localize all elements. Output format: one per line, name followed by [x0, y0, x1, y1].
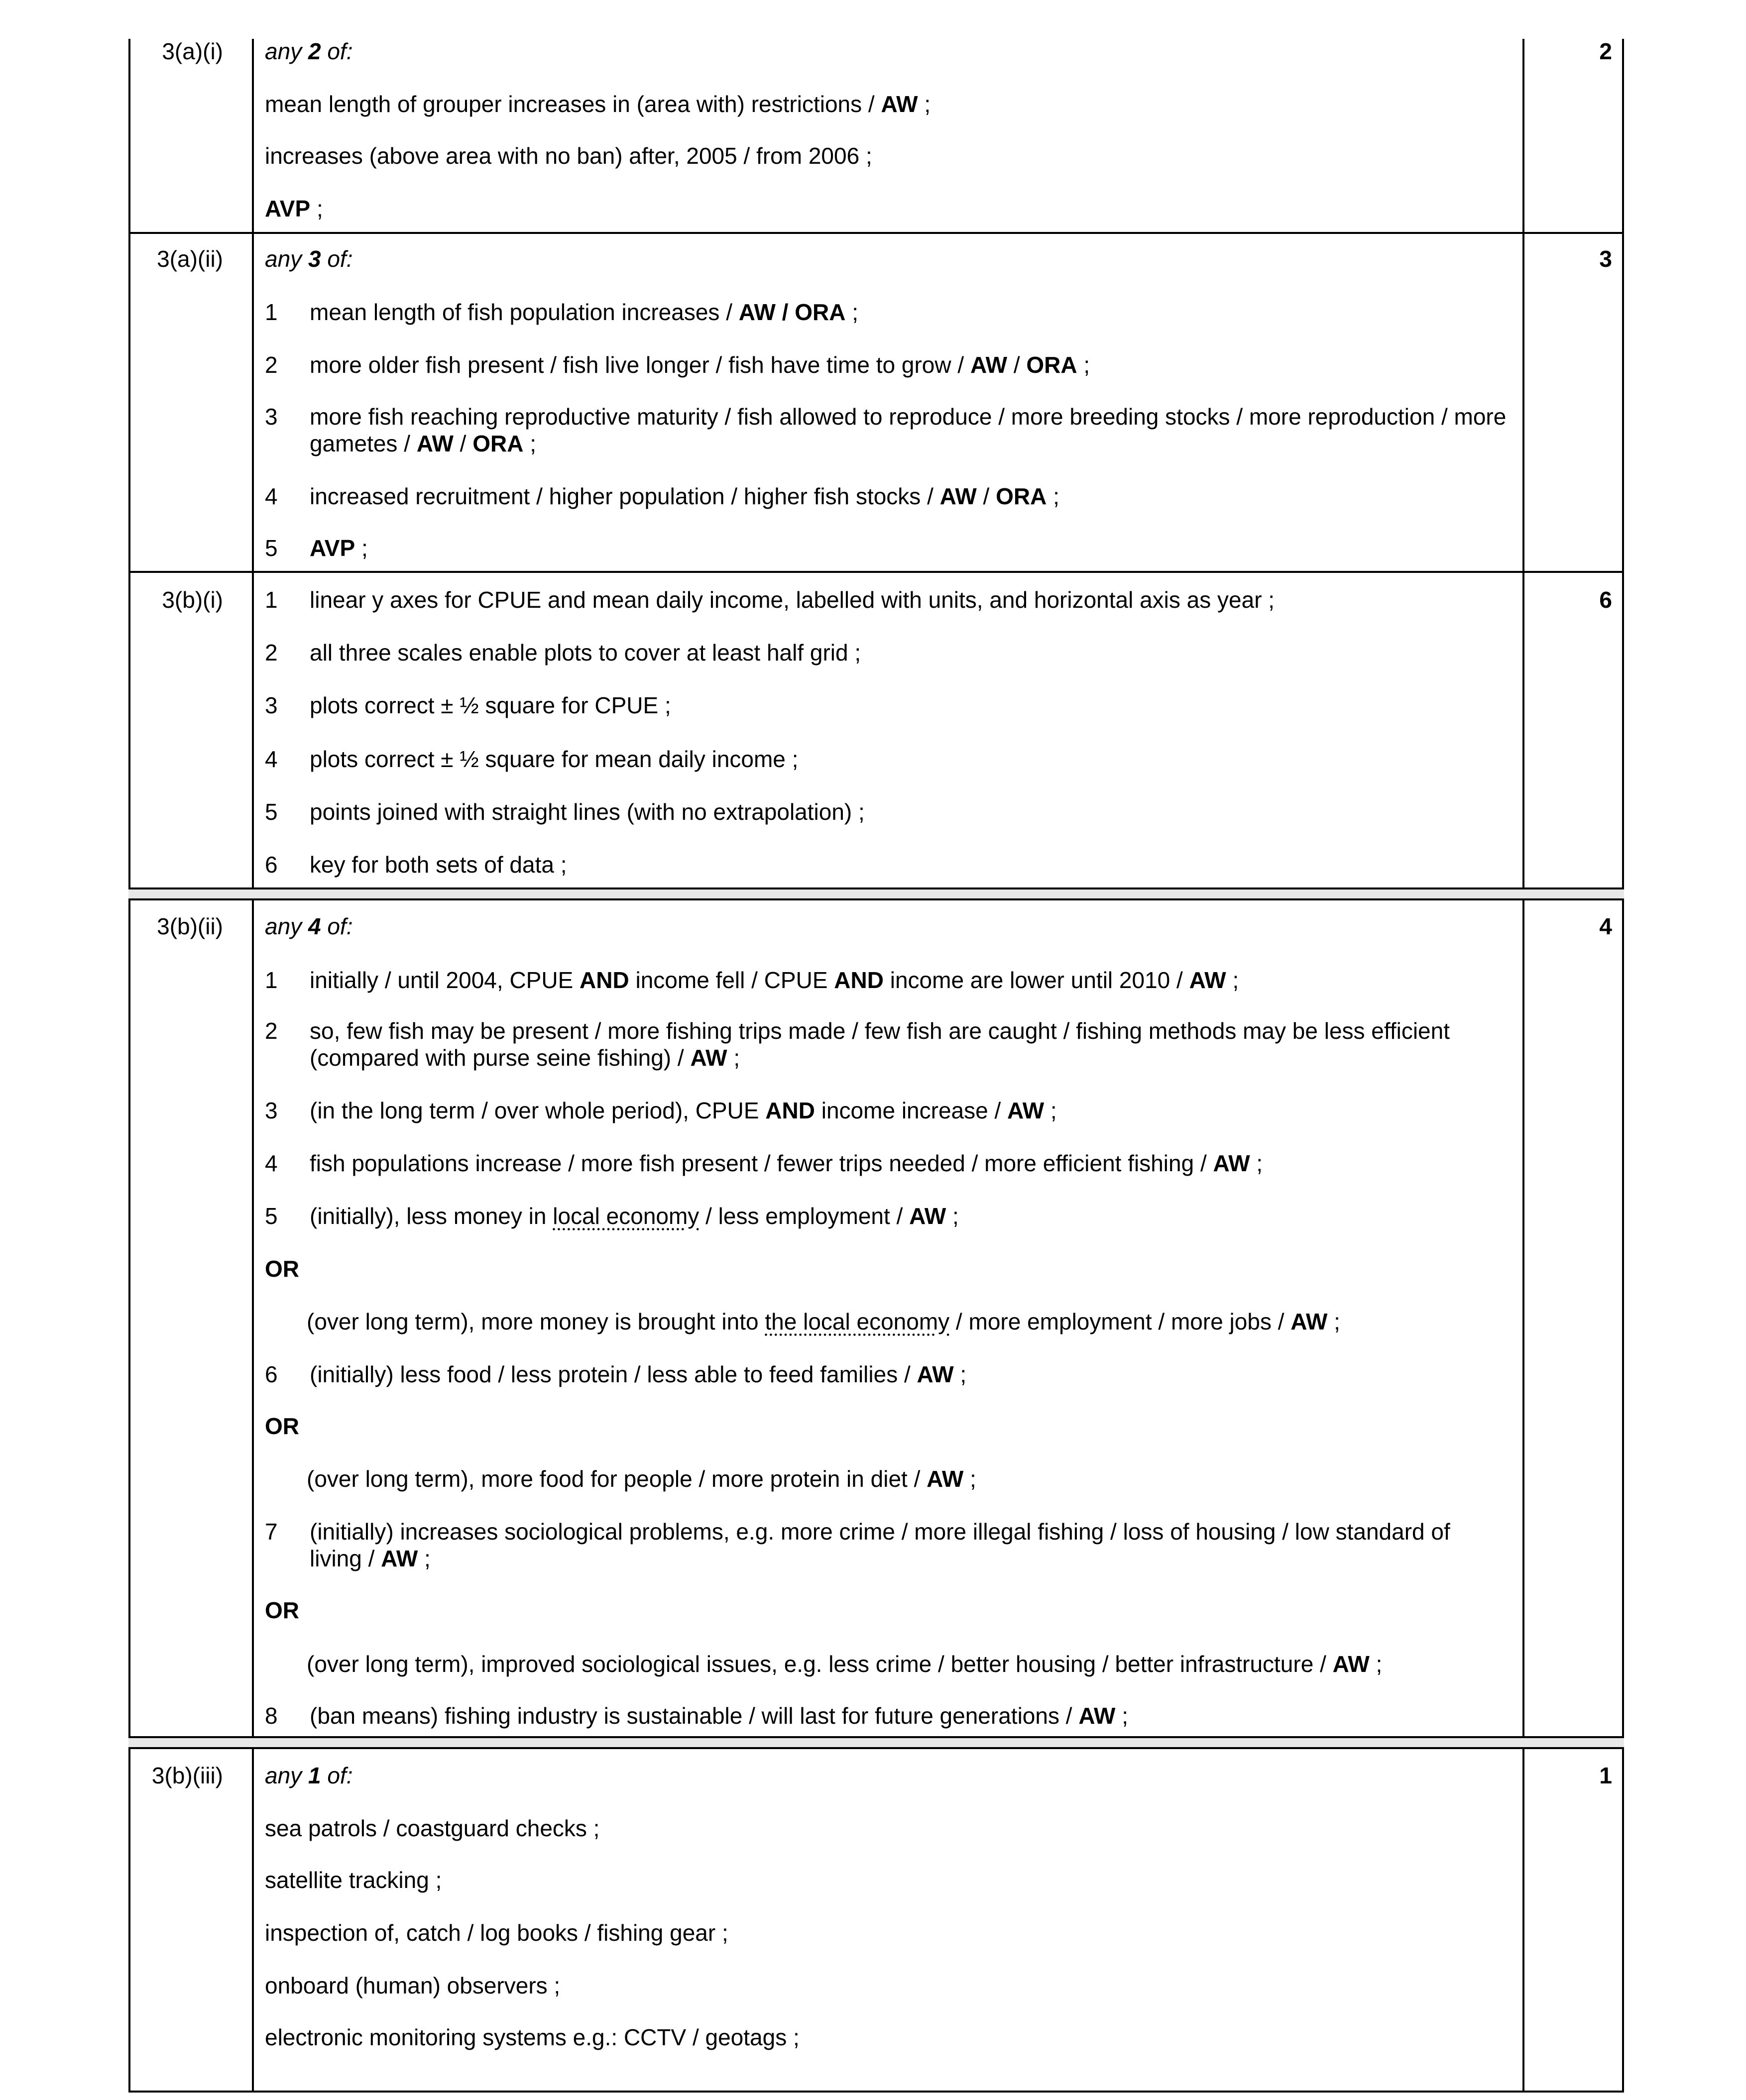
question-number: 3(a)(ii) [157, 246, 223, 272]
item-number: 8 [265, 1703, 278, 1729]
answer-item: AVP ; [310, 535, 368, 561]
item-number: 3 [265, 692, 278, 718]
answer-intro: any 1 of: [265, 1763, 353, 1788]
marks-value: 6 [1599, 587, 1612, 613]
item-number: 2 [265, 1018, 278, 1044]
answer-item: (initially) less food / less protein / less able to feed families / AW ; [310, 1361, 967, 1387]
answer-item: (initially) increases sociological problems, e.g. more crime / more illegal fishing / loss of housing / low standard of [310, 1519, 1450, 1545]
answer-item-continued: (compared with purse seine fishing) / AW ; [310, 1045, 740, 1071]
answer-item: points joined with straight lines (with no extrapolation) ; [310, 799, 865, 825]
item-number: 6 [265, 852, 278, 878]
answer-item: more older fish present / fish live longer / fish have time to grow / AW / ORA ; [310, 352, 1090, 378]
item-number: 4 [265, 746, 278, 772]
item-number: 2 [265, 640, 278, 665]
answer-line: electronic monitoring systems e.g.: CCTV / geotags ; [265, 2024, 800, 2050]
answer-item-continued: living / AW ; [310, 1546, 431, 1571]
answer-item: fish populations increase / more fish present / fewer trips needed / more efficient fishing / AW ; [310, 1150, 1263, 1176]
row-divider [128, 898, 1624, 900]
column-divider-question [252, 39, 254, 2093]
answer-alternative: (over long term), more money is brought into the local economy / more employment / more jobs / AW ; [307, 1309, 1340, 1334]
question-number: 3(a)(i) [162, 38, 223, 64]
item-number: 7 [265, 1519, 278, 1545]
answer-line: satellite tracking ; [265, 1867, 442, 1893]
answer-intro: any 2 of: [265, 38, 353, 64]
table-border-right [1622, 39, 1624, 2093]
item-number: 1 [265, 587, 278, 613]
answer-intro: any 4 of: [265, 913, 353, 939]
answer-item: all three scales enable plots to cover at least half grid ; [310, 640, 861, 665]
answer-item: plots correct ± ½ square for mean daily income ; [310, 746, 799, 772]
row-gap-band [128, 888, 1624, 899]
answer-alternative: (over long term), improved sociological issues, e.g. less crime / better housing / better infrastructure / AW ; [307, 1651, 1383, 1677]
question-number: 3(b)(ii) [157, 913, 223, 939]
answer-alternative: (over long term), more food for people / more protein in diet / AW ; [307, 1466, 976, 1492]
answer-line: sea patrols / coastguard checks ; [265, 1815, 600, 1841]
item-number: 1 [265, 967, 278, 993]
marks-value: 4 [1599, 913, 1612, 939]
marks-value: 3 [1599, 246, 1612, 272]
column-divider-marks [1522, 39, 1524, 2093]
answer-item: (ban means) fishing industry is sustainable / will last for future generations / AW ; [310, 1703, 1128, 1729]
row-divider [128, 1747, 1624, 1749]
marks-value: 2 [1599, 38, 1612, 64]
item-number: 5 [265, 799, 278, 825]
answer-line: onboard (human) observers ; [265, 1973, 561, 1998]
answer-item-continued: gametes / AW / ORA ; [310, 431, 537, 456]
answer-item: mean length of fish population increases / AW / ORA ; [310, 299, 858, 325]
marks-value: 1 [1599, 1763, 1612, 1788]
table-border-left [128, 39, 130, 2093]
answer-item: key for both sets of data ; [310, 852, 567, 878]
answer-item: increased recruitment / higher population / higher fish stocks / AW / ORA ; [310, 483, 1059, 509]
item-number: 4 [265, 1150, 278, 1176]
table-border-bottom [128, 2091, 1624, 2093]
answer-item: initially / until 2004, CPUE AND income fell / CPUE AND income are lower until 2010 / AW ; [310, 967, 1239, 993]
item-number: 1 [265, 299, 278, 325]
answer-line: increases (above area with no ban) after, 2005 / from 2006 ; [265, 143, 872, 169]
or-label: OR [265, 1597, 299, 1623]
answer-item: plots correct ± ½ square for CPUE ; [310, 692, 671, 718]
answer-item: (initially), less money in local economy / less employment / AW ; [310, 1203, 959, 1229]
item-number: 3 [265, 1098, 278, 1123]
answer-item: linear y axes for CPUE and mean daily income, labelled with units, and horizontal axis as year ; [310, 587, 1275, 613]
question-number: 3(b)(i) [162, 587, 223, 613]
answer-line: mean length of grouper increases in (area with) restrictions / AW ; [265, 91, 931, 117]
row-divider [128, 1736, 1624, 1738]
answer-item: so, few fish may be present / more fishing trips made / few fish are caught / fishing methods may be less efficient [310, 1018, 1450, 1044]
question-number: 3(b)(iii) [151, 1763, 223, 1788]
row-divider [128, 571, 1624, 573]
item-number: 6 [265, 1361, 278, 1387]
item-number: 2 [265, 352, 278, 378]
item-number: 4 [265, 483, 278, 509]
or-label: OR [265, 1256, 299, 1282]
answer-item: more fish reaching reproductive maturity / fish allowed to reproduce / more breeding stocks / more reproduction / more [310, 404, 1507, 430]
or-label: OR [265, 1413, 299, 1439]
item-number: 3 [265, 404, 278, 430]
row-gap-band [128, 1737, 1624, 1748]
answer-line: inspection of, catch / log books / fishing gear ; [265, 1920, 728, 1946]
answer-intro: any 3 of: [265, 246, 353, 272]
item-number: 5 [265, 535, 278, 561]
row-divider [128, 232, 1624, 234]
answer-item: (in the long term / over whole period), CPUE AND income increase / AW ; [310, 1098, 1057, 1123]
answer-line: AVP ; [265, 196, 323, 221]
row-divider [128, 887, 1624, 889]
item-number: 5 [265, 1203, 278, 1229]
